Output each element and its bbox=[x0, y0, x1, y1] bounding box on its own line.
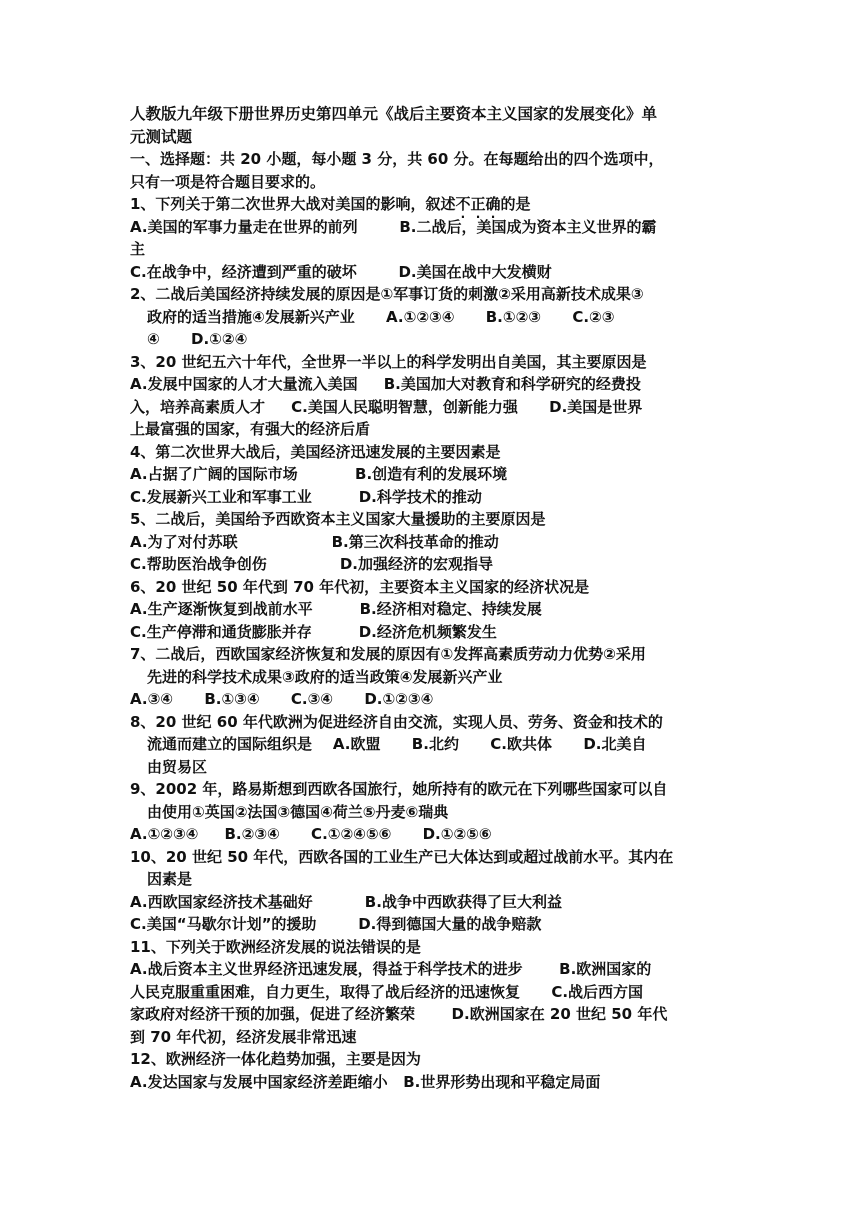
question-3-line-3: 入，培养高素质人才 C.美国人民聪明智慧，创新能力强 D.美国是世界 bbox=[130, 397, 643, 416]
question-1-options-line-1: A.美国的军事力量走在世界的前列 B.二战后，美国成为资本主义世界的霸 bbox=[130, 217, 657, 236]
question-3-stem: 3、20 世纪五六十年代，全世界一半以上的科学发明出自美国，其主要原因是 bbox=[130, 352, 647, 371]
question-8-line-3: 由贸易区 bbox=[147, 757, 208, 776]
question-4-stem: 4、第二次世界大战后，美国经济迅速发展的主要因素是 bbox=[130, 442, 501, 461]
question-1-stem bbox=[130, 193, 730, 216]
question-2-line-3: ④ D.①②④ bbox=[147, 330, 248, 348]
question-2-stem: 2、二战后美国经济持续发展的原因是①军事订货的刺激②采用高新技术成果③ bbox=[130, 285, 644, 303]
question-11-line-2: A.战后资本主义世界经济迅速发展，得益于科学技术的进步 B.欧洲国家的 bbox=[130, 960, 652, 978]
emphasis-char-2: 正 bbox=[470, 195, 486, 213]
section-instructions-line-1: 一、选择题：共 20 小题，每小题 3 分，共 60 分。在每题给出的四个选项中， bbox=[130, 150, 664, 168]
question-10-stem: 10、20 世纪 50 年代，西欧各国的工业生产已大体达到或超过战前水平。其内在 bbox=[130, 847, 674, 866]
question-10-line-2: 因素是 bbox=[147, 870, 193, 888]
doc-title-line-1: 人教版九年级下册世界历史第四单元《战后主要资本主义国家的发展变化》单 bbox=[130, 105, 658, 123]
question-1-options-line-2: 主 bbox=[130, 240, 146, 258]
question-9-line-2: 由使用①英国②法国③德国④荷兰⑤丹麦⑥瑞典 bbox=[147, 802, 449, 821]
question-8-stem: 8、20 世纪 60 年代欧洲为促进经济自由交流，实现人员、劳务、资金和技术的 bbox=[130, 712, 663, 731]
section-instructions-line-2: 只有一项是符合题目要求的。 bbox=[130, 172, 326, 191]
question-11-line-3: 人民克服重重困难，自力更生，取得了战后经济的迅速恢复 C.战后西方国 bbox=[130, 982, 644, 1001]
question-11-stem: 11、下列关于欧洲经济发展的说法错误的是 bbox=[130, 937, 421, 956]
question-1-options-line-3: C.在战争中，经济遭到严重的破坏 D.美国在战中大发横财 bbox=[130, 262, 552, 281]
question-7-options: A.③④ B.①③④ C.③④ D.①②③④ bbox=[130, 690, 434, 708]
question-1-text: 1、下列关于第二次世界大战对美国的影响，叙述 bbox=[130, 195, 456, 213]
question-12-stem: 12、欧洲经济一体化趋势加强，主要是因为 bbox=[130, 1050, 421, 1068]
question-11-line-4: 家政府对经济干预的加强，促进了经济繁荣 D.欧洲国家在 20 世纪 50 年代 bbox=[130, 1005, 668, 1023]
question-5-stem: 5、二战后，美国给予西欧资本主义国家大量援助的主要原因是 bbox=[130, 510, 546, 528]
question-9-options: A.①②③④ B.②③④ C.①②④⑤⑥ D.①②⑤⑥ bbox=[130, 825, 492, 843]
emphasis-char-3: 确 bbox=[485, 195, 501, 213]
question-4-options-1: A.占据了广阔的国际市场 B.创造有利的发展环境 bbox=[130, 465, 508, 483]
exam-page bbox=[130, 103, 730, 1093]
question-7-line-2: 先进的科学技术成果③政府的适当政策④发展新兴产业 bbox=[147, 667, 503, 686]
question-5-options-1: A.为了对付苏联 B.第三次科技革命的推动 bbox=[130, 532, 499, 551]
question-8-line-2: 流通而建立的国际组织是 A.欧盟 B.北约 C.欧共体 D.北美自 bbox=[147, 735, 647, 753]
question-12-options: A.发达国家与发展中国家经济差距缩小 B.世界形势出现和平稳定局面 bbox=[130, 1072, 601, 1091]
emphasis-char-1: 不 bbox=[455, 195, 471, 213]
question-3-line-2: A.发展中国家的人才大量流入美国 B.美国加大对教育和科学研究的经费投 bbox=[130, 375, 641, 393]
question-11-line-5: 到 70 年代初，经济发展非常迅速 bbox=[130, 1027, 357, 1046]
question-7-stem: 7、二战后，西欧国家经济恢复和发展的原因有①发挥高素质劳动力优势②采用 bbox=[130, 645, 646, 663]
question-2-line-2: 政府的适当措施④发展新兴产业 A.①②③④ B.①②③ C.②③ bbox=[147, 307, 615, 326]
question-10-options-2: C.美国“马歇尔计划”的援助 D.得到德国大量的战争赔款 bbox=[130, 915, 542, 933]
question-5-options-2: C.帮助医治战争创伤 D.加强经济的宏观指导 bbox=[130, 555, 493, 573]
question-4-options-2: C.发展新兴工业和军事工业 D.科学技术的推动 bbox=[130, 487, 482, 506]
question-1-text-end: 的是 bbox=[500, 195, 531, 213]
question-6-options-2: C.生产停滞和通货膨胀并存 D.经济危机频繁发生 bbox=[130, 622, 497, 641]
question-10-options-1: A.西欧国家经济技术基础好 B.战争中西欧获得了巨大利益 bbox=[130, 892, 562, 911]
question-9-stem: 9、2002 年，路易斯想到西欧各国旅行，她所持有的欧元在下列哪些国家可以自 bbox=[130, 780, 668, 798]
question-6-options-1: A.生产逐渐恢复到战前水平 B.经济相对稳定、持续发展 bbox=[130, 600, 542, 618]
question-3-line-4: 上最富强的国家，有强大的经济后盾 bbox=[130, 420, 371, 438]
question-6-stem: 6、20 世纪 50 年代到 70 年代初，主要资本主义国家的经济状况是 bbox=[130, 577, 590, 596]
doc-title-line-2: 元测试题 bbox=[130, 127, 193, 146]
